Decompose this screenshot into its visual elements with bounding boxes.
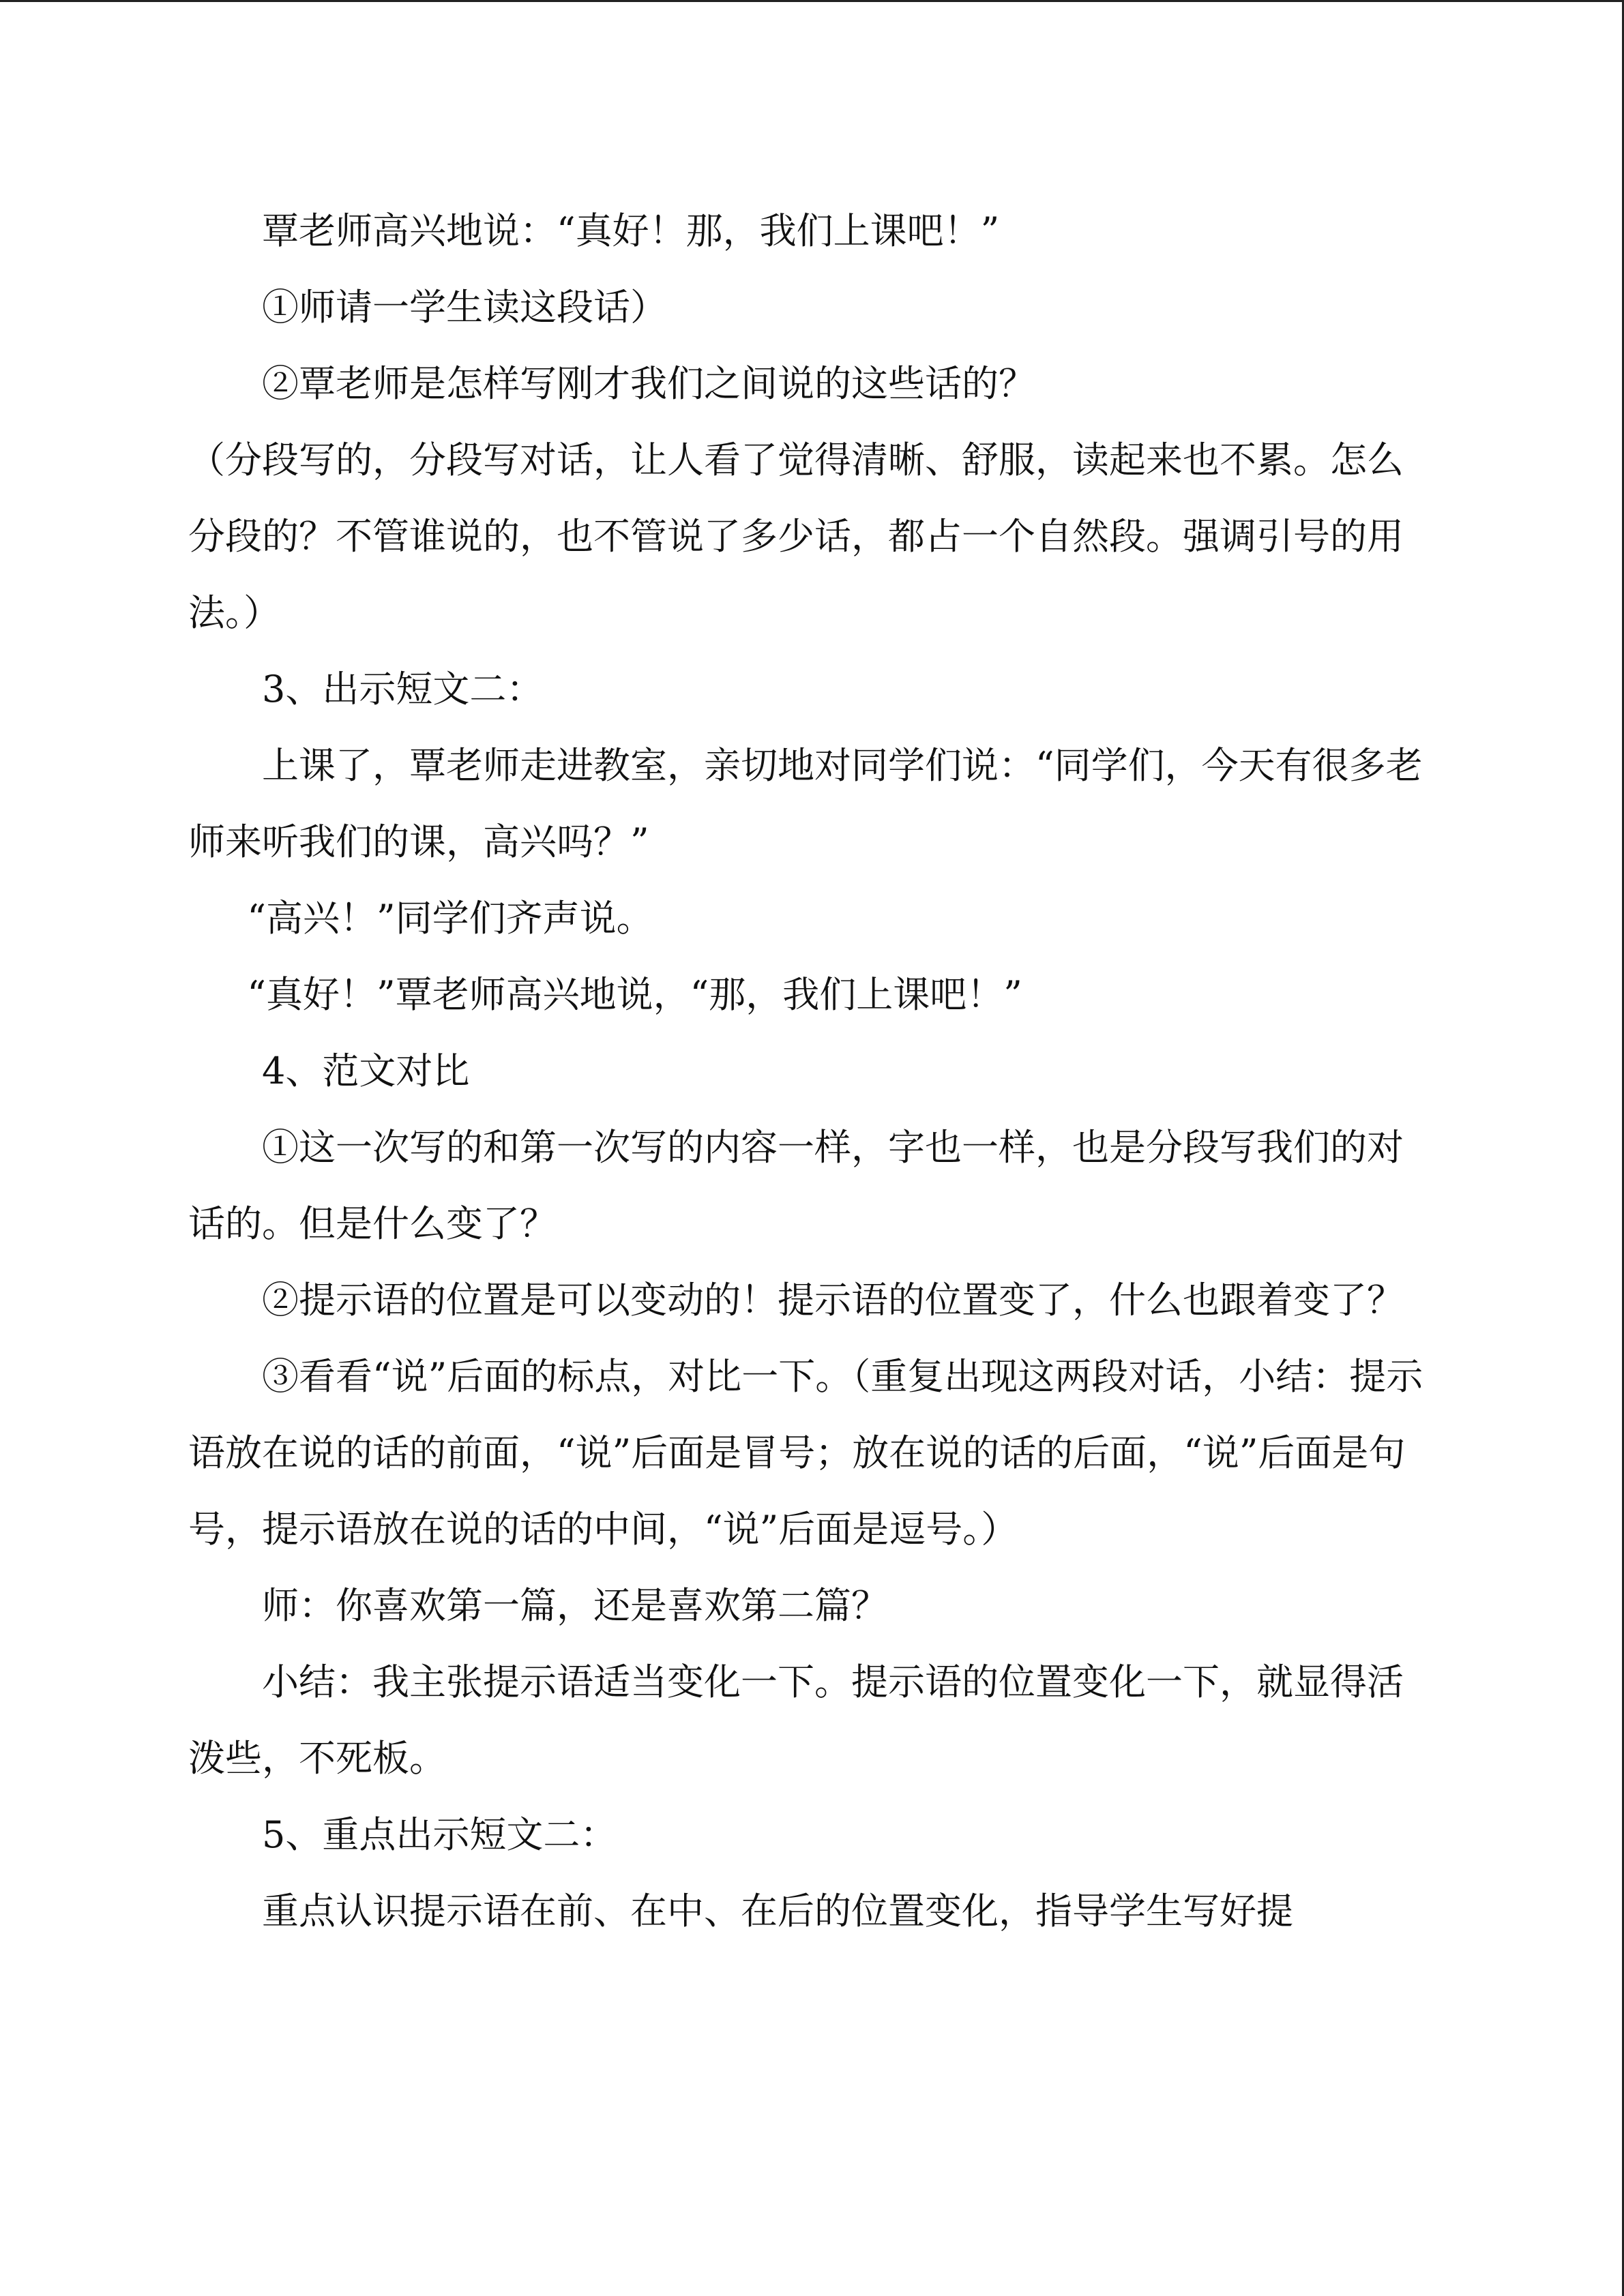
- paragraph-10: ①这一次写的和第一次写的内容一样，字也一样，也是分段写我们的对话的。但是什么变了？: [188, 1126, 1404, 1245]
- paragraph-6: 上课了，覃老师走进教室，亲切地对同学们说：“同学们，今天有很多老师来听我们的课，高兴吗？”: [188, 744, 1423, 863]
- paragraph-4: （分段写的，分段写对话，让人看了觉得清晰、舒服，读起来也不累。怎么分段的？不管谁说的，也不管说了多少话，都占一个自然段。强调引号的用法。）: [188, 438, 1404, 634]
- paragraph-16: 重点认识提示语在前、在中、在后的位置变化，指导学生写好提: [262, 1890, 1293, 1933]
- paragraph-15: 5、重点出示短文二：: [262, 1813, 617, 1856]
- paragraph-9: 4、范文对比: [262, 1049, 470, 1092]
- paragraph-3: ②覃老师是怎样写刚才我们之间说的这些话的？: [262, 362, 1035, 405]
- paragraph-7: “高兴！”同学们齐声说。: [247, 897, 653, 940]
- paragraph-2: ①师请一学生读这段话）: [262, 286, 667, 329]
- document-page: [188, 193, 1436, 1950]
- paragraph-13: 师：你喜欢第一篇，还是喜欢第二篇？: [262, 1584, 888, 1627]
- paragraph-12: ③看看“说”后面的标点，对比一下。（重复出现这两段对话，小结：提示语放在说的话的前面，“说”后面是冒号；放在说的话的后面，“说”后面是句号，提示语放在说的话的中间，“说”后面是逗号。）: [188, 1355, 1423, 1551]
- paragraph-11: ②提示语的位置是可以变动的！提示语的位置变了，什么也跟着变了？: [262, 1279, 1404, 1322]
- paragraph-14: 小结：我主张提示语适当变化一下。提示语的位置变化一下，就显得活泼些，不死板。: [188, 1660, 1404, 1780]
- paragraph-5: 3、出示短文二：: [262, 668, 544, 711]
- paragraph-8: “真好！”覃老师高兴地说，“那，我们上课吧！”: [247, 973, 1022, 1016]
- paragraph-1: 覃老师高兴地说：“真好！那，我们上课吧！”: [262, 209, 1000, 252]
